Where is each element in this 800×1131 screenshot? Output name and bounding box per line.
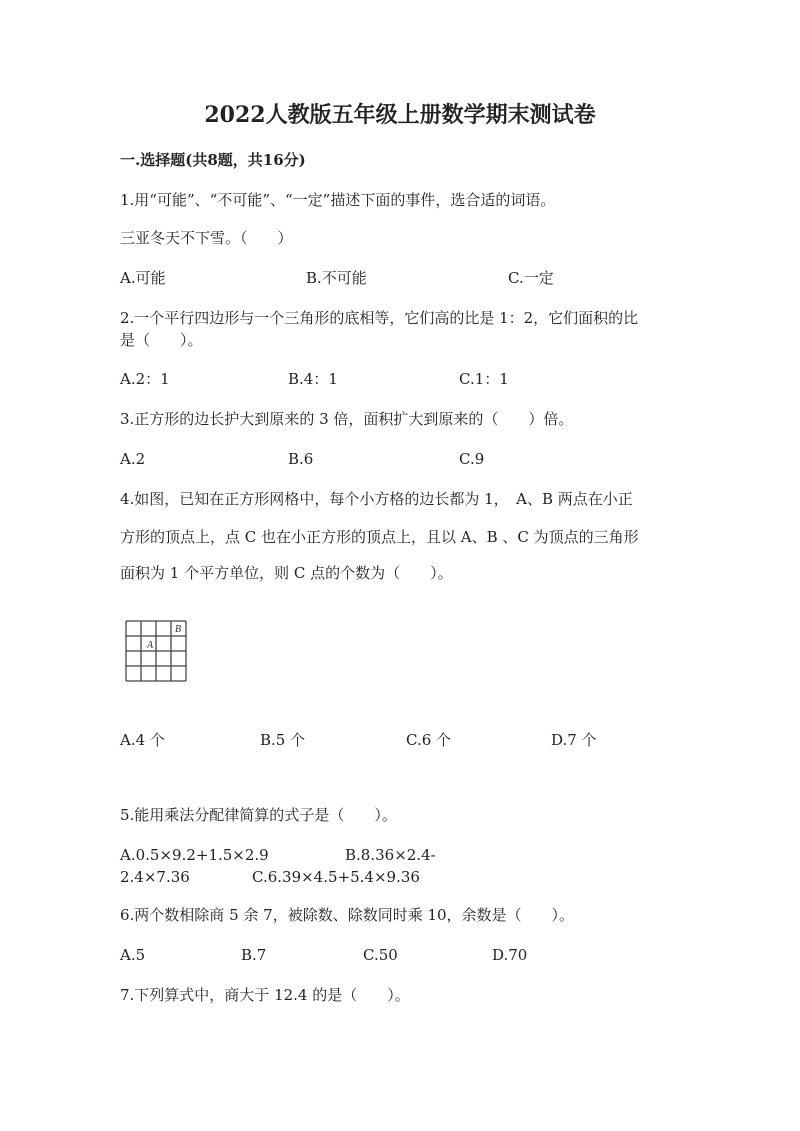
- q4-option-d: D.7 个: [551, 731, 597, 749]
- q6-option-a: A.5: [120, 946, 146, 964]
- q4-stem-line1: 4.如图，已知在正方形网格中，每个小方格的边长都为 1， A、B 两点在小正: [120, 490, 633, 508]
- q4-stem-line2: 方形的顶点上，点 C 也在小正方形的顶点上，且以 A、B 、C 为顶点的三角形: [120, 528, 639, 546]
- q4-option-c: C.6 个: [406, 731, 452, 749]
- q5-stem: 5.能用乘法分配律简算的式子是（ ）。: [120, 806, 397, 824]
- q1-sub: 三亚冬天不下雪。（ ）: [120, 229, 293, 247]
- point-b-label: B: [175, 624, 182, 635]
- q4-option-b: B.5 个: [260, 731, 306, 749]
- point-a-label: A: [147, 640, 154, 651]
- q6-stem: 6.两个数相除商 5 余 7，被除数、除数同时乘 10，余数是（ ）。: [120, 906, 575, 924]
- section-heading: 一.选择题(共8题，共16分): [120, 151, 306, 169]
- q7-stem: 7.下列算式中，商大于 12.4 的是（ ）。: [120, 986, 410, 1004]
- q1-option-c: C.一定: [508, 269, 554, 287]
- q1-stem: 1.用“可能”、“不可能”、“一定”描述下面的事件，选合适的词语。: [120, 191, 556, 209]
- q3-option-b: B.6: [288, 450, 314, 468]
- q3-option-a: A.2: [120, 450, 146, 468]
- q4-option-a: A.4 个: [120, 731, 165, 749]
- q5-option-b-line2: 2.4×7.36: [120, 868, 190, 886]
- q4-stem-line3: 面积为 1 个平方单位，则 C 点的个数为（ ）。: [120, 564, 453, 582]
- q5-option-c: C.6.39×4.5+5.4×9.36: [252, 868, 420, 886]
- q2-stem-line1: 2.一个平行四边形与一个三角形的底相等，它们高的比是 1：2，它们面积的比: [120, 309, 639, 327]
- q2-stem-line2: 是（ ）。: [120, 331, 203, 349]
- q3-option-c: C.9: [459, 450, 485, 468]
- q6-option-b: B.7: [241, 946, 267, 964]
- q2-option-a: A.2：1: [120, 370, 170, 388]
- q6-option-d: D.70: [492, 946, 528, 964]
- q2-option-b: B.4：1: [288, 370, 338, 388]
- q3-stem: 3.正方形的边长护大到原来的 3 倍，面积扩大到原来的（ ）倍。: [120, 410, 574, 428]
- q5-option-b-line1: B.8.36×2.4-: [345, 846, 436, 864]
- q6-option-c: C.50: [363, 946, 398, 964]
- q1-option-b: B.不可能: [306, 269, 367, 287]
- square-grid-figure: [125, 620, 191, 686]
- page-title: 2022人教版五年级上册数学期末测试卷: [204, 102, 596, 128]
- q5-option-a: A.0.5×9.2+1.5×2.9: [120, 846, 269, 864]
- q1-option-a: A.可能: [120, 269, 166, 287]
- q2-option-c: C.1：1: [459, 370, 509, 388]
